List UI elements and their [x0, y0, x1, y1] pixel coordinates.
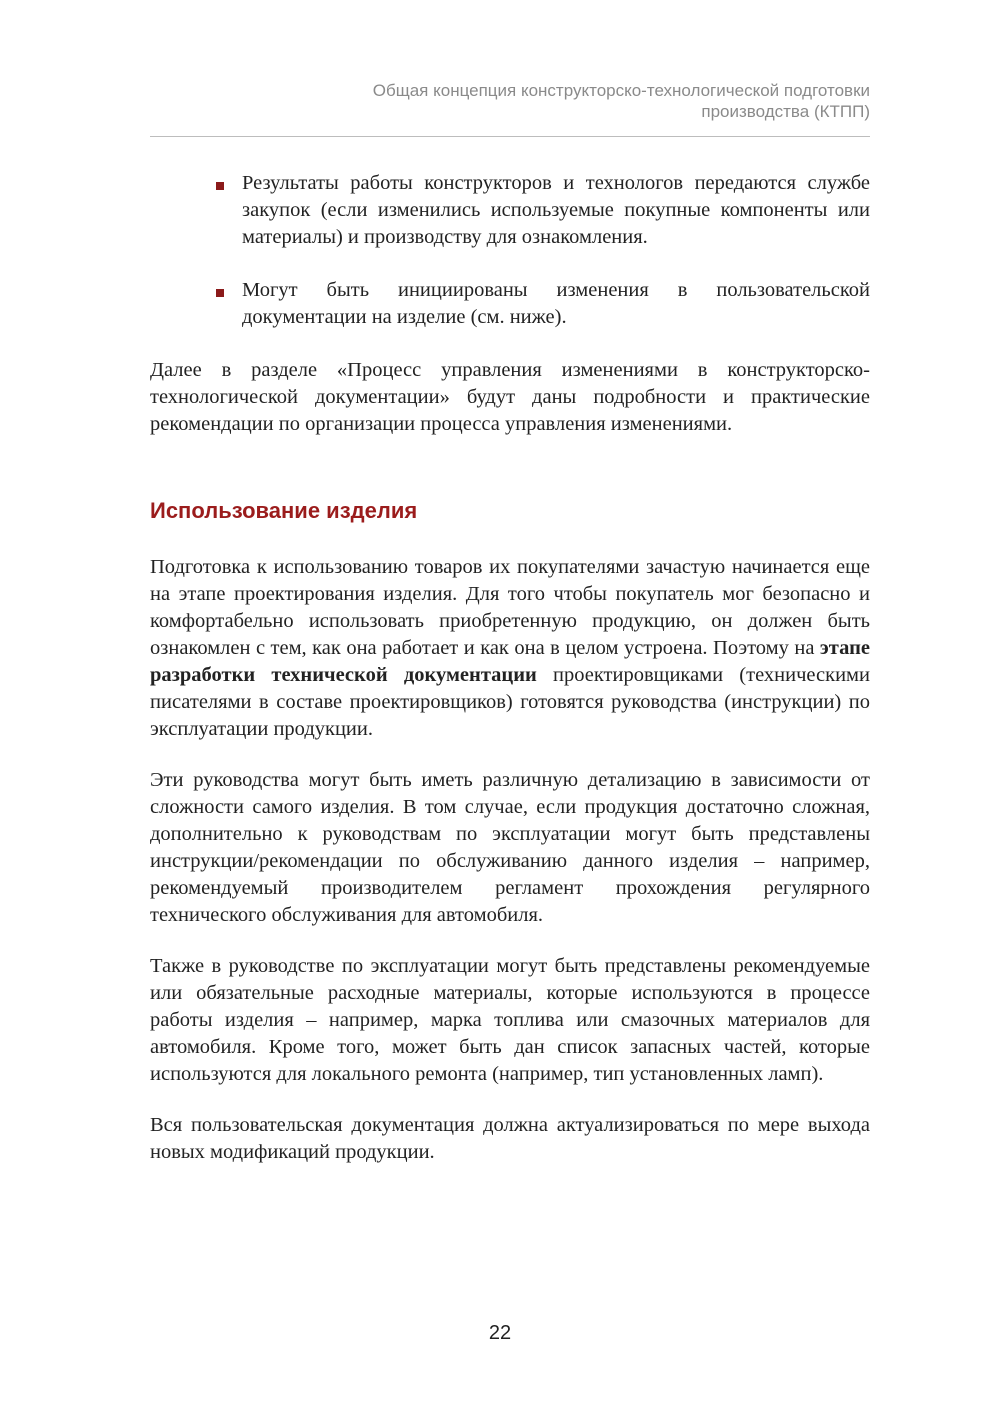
running-header-line-1: Общая концепция конструкторско-технологической подготовки [372, 81, 870, 100]
bullet-list [150, 170, 870, 331]
paragraph-preparation-bold-phrase: этапе разработки технической документации [150, 637, 870, 686]
intro-paragraph: Далее в разделе «Процесс управления изменениями в конструкторско-технологической документации» будут даны подробности и практические рекомендации по организации процесса управления изменениями. [150, 359, 870, 435]
page-number: 22 [488, 1322, 512, 1344]
page-content [150, 170, 870, 1190]
paragraph-preparation-text-start: Подготовка к использованию товаров их покупателями зачастую начинается еще на этапе проектирования изделия. Для того чтобы покупатель мог безопасно и комфортабельно использовать приобретенную продукцию, он должен быть ознакомлен с тем, как она работает и как она в целом устроена. Поэтому на [150, 556, 870, 659]
section-heading: Использование изделия [150, 498, 418, 523]
header-divider [150, 136, 870, 137]
paragraph-detailing: Эти руководства могут быть иметь различную детализацию в зависимости от сложности самого изделия. В том случае, если продукция достаточно сложная, дополнительно к руководствам по эксплуатации могут быть представлены инструкции/рекомендации по обслуживанию данного изделия – например, рекомендуемый производителем регламент прохождения регулярного технического обслуживания для автомобиля. [150, 769, 870, 926]
paragraph-consumables: Также в руководстве по эксплуатации могут быть представлены рекомендуемые или обязательные расходные материалы, которые используются в процессе работы изделия – например, марка топлива или смазочных материалов для автомобиля. Кроме того, может быть дан список запасных частей, которые используются для локального ремонта (например, тип установленных ламп). [150, 955, 870, 1085]
paragraph-preparation [150, 554, 870, 743]
bullet-item-results: Результаты работы конструкторов и технологов передаются службе закупок (если изменились используемые покупные компоненты или материалы) и производству для ознакомления. [242, 170, 870, 251]
paragraph-actualization: Вся пользовательская документация должна актуализироваться по мере выхода новых модификаций продукции. [150, 1114, 870, 1163]
running-header [150, 80, 870, 122]
running-header-line-2: производства (КТПП) [701, 102, 870, 121]
paragraph-preparation-text-end: проектировщиками (техническими писателями в составе проектировщиков) готовятся руководства (инструкции) по эксплуатации продукции. [150, 664, 871, 740]
bullet-item-documentation: Могут быть инициированы изменения в пользовательской документации на изделие (см. ниже). [242, 277, 870, 331]
